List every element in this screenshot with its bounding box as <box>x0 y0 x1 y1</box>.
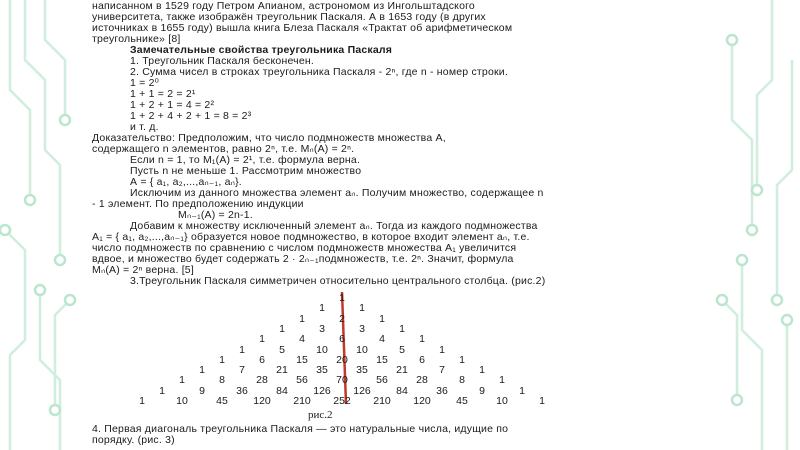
triangle-number: 5 <box>399 343 405 356</box>
triangle-number: 10 <box>356 343 368 356</box>
triangle-number: 210 <box>293 395 311 407</box>
triangle-number: 210 <box>373 395 391 407</box>
triangle-number: 15 <box>296 353 308 366</box>
triangle-number: 84 <box>396 384 408 397</box>
triangle-number: 1 <box>459 353 465 366</box>
text-line: и т. д. <box>130 121 159 133</box>
triangle-number: 28 <box>416 374 428 387</box>
triangle-number: 6 <box>339 333 345 346</box>
triangle-number: 1 <box>379 312 385 325</box>
text-line: 1 + 2 + 1 = 4 = 2² <box>130 99 215 111</box>
triangle-number: 1 <box>339 292 345 304</box>
text-line: Mₙ₋₁(А) = 2n-1. <box>178 209 253 221</box>
circuit-decoration-left <box>0 0 88 450</box>
text-line: число подмножеств по сравнению с числом подмножеств множества А₁ увеличится <box>92 242 517 254</box>
triangle-number: 36 <box>236 384 248 397</box>
triangle-number: 56 <box>376 374 388 387</box>
triangle-number: 1 <box>299 312 305 325</box>
text-line: Добавим к множеству исключенный элемент aₙ. Тогда из каждого подмножества <box>130 220 538 232</box>
triangle-number: 10 <box>496 395 508 407</box>
triangle-number: 35 <box>356 364 368 377</box>
section-heading: Замечательные свойства треугольника Паскаля <box>130 44 393 56</box>
pascal-triangle <box>88 290 712 406</box>
triangle-number: 120 <box>253 395 271 407</box>
triangle-number: 120 <box>413 395 431 407</box>
triangle-number: 35 <box>316 364 328 377</box>
text-line: треугольнике» [8] <box>92 33 181 45</box>
triangle-number: 4 <box>299 333 305 346</box>
triangle-number: 9 <box>199 384 205 397</box>
circuit-decoration-right <box>712 0 800 450</box>
text-line: университета, также изображён треугольник Паскаля. А в 1653 году (в других <box>92 11 486 23</box>
triangle-number: 20 <box>336 353 348 366</box>
text-line: А = { a₁, a₂,...,aₙ₋₁, aₙ}. <box>130 176 242 188</box>
triangle-number: 1 <box>479 364 485 377</box>
triangle-number: 5 <box>279 343 285 356</box>
triangle-number: 9 <box>479 384 485 397</box>
triangle-number: 1 <box>199 364 205 377</box>
triangle-number: 21 <box>396 364 408 377</box>
triangle-number: 1 <box>419 333 425 346</box>
text-line: 2. Сумма чисел в строках треугольника Паскаля - 2ⁿ, где n - номер строки. <box>130 66 508 78</box>
triangle-number: 252 <box>333 395 351 407</box>
text-line: содержащего n элементов, равно 2ⁿ, т.е. Mₙ(А) = 2ⁿ. <box>92 143 355 155</box>
triangle-number: 1 <box>399 322 405 335</box>
text-line: вдвое, и множество будет содержать 2 · 2ₙ₋₁подмножеств, т.е. 2ⁿ. Значит, формула <box>92 253 514 265</box>
text-line: 1 + 2 + 4 + 2 + 1 = 8 = 2³ <box>130 110 252 122</box>
triangle-number: 1 <box>239 343 245 356</box>
triangle-number: 15 <box>376 353 388 366</box>
text-line: написанном в 1529 году Петром Апианом, астрономом из Ингольштадского <box>92 0 475 12</box>
triangle-number: 45 <box>216 395 228 407</box>
triangle-number: 21 <box>276 364 288 377</box>
triangle-number: 1 <box>179 374 185 387</box>
text-line: Если n = 1, то M₁(А) = 2¹, т.е. формула верна. <box>130 154 361 166</box>
triangle-number: 1 <box>259 333 265 346</box>
triangle-number: 1 <box>139 395 145 407</box>
triangle-number: 8 <box>459 374 465 387</box>
triangle-number: 10 <box>176 395 188 407</box>
triangle-number: 1 <box>159 384 165 397</box>
property-4-line: 4. Первая диагональ треугольника Паскаля — это натуральные числа, идущие по <box>92 423 509 435</box>
text-line: 1. Треугольник Паскаля бесконечен. <box>130 55 314 67</box>
triangle-number: 6 <box>419 353 425 366</box>
circuit-pattern-icon <box>712 0 800 450</box>
text-line: Доказательство: Предположим, что число подмножеств множества А, <box>92 132 446 144</box>
triangle-number: 4 <box>379 333 385 346</box>
text-line: Mₙ(А) = 2ⁿ верна. [5] <box>92 264 194 276</box>
figure-caption: рис.2 <box>308 409 333 421</box>
triangle-number: 1 <box>439 343 445 356</box>
document-page <box>88 0 712 450</box>
triangle-number: 1 <box>359 302 365 315</box>
triangle-number: 1 <box>499 374 505 387</box>
triangle-number: 1 <box>539 395 545 407</box>
property-4-line-continued: порядку. (рис. 3) <box>92 434 175 446</box>
triangle-number: 28 <box>256 374 268 387</box>
triangle-number: 36 <box>436 384 448 397</box>
text-line: Пусть n не меньше 1. Рассмотрим множество <box>130 165 362 177</box>
property-3-heading: 3.Треугольник Паскаля симметричен относительно центрального столбца. (рис.2) <box>130 275 546 287</box>
triangle-number: 126 <box>353 384 371 397</box>
text-line: источниках в 1655 году) вышла книга Блеза Паскаля «Трактат об арифметическом <box>92 22 513 34</box>
text-line: 1 = 2⁰ <box>130 77 160 89</box>
text-line: А₁ = { a₁, a₂,...,aₙ₋₁} образуется новое подмножество, в которое входит элемент aₙ, т.е. <box>92 231 530 243</box>
triangle-number: 1 <box>279 322 285 335</box>
triangle-number: 3 <box>319 322 325 335</box>
triangle-number: 6 <box>259 353 265 366</box>
triangle-number: 45 <box>456 395 468 407</box>
text-line: - 1 элемент. По предположению индукции <box>92 198 304 210</box>
triangle-number: 1 <box>219 353 225 366</box>
text-line: 1 + 1 = 2 = 2¹ <box>130 88 196 100</box>
triangle-number: 1 <box>319 302 325 315</box>
triangle-number: 7 <box>439 364 445 377</box>
triangle-number: 10 <box>316 343 328 356</box>
triangle-number: 2 <box>339 312 345 325</box>
triangle-number: 1 <box>519 384 525 397</box>
triangle-number: 8 <box>219 374 225 387</box>
triangle-number: 84 <box>276 384 288 397</box>
text-line: Исключим из данного множества элемент aₙ. Получим множество, содержащее n <box>130 187 544 199</box>
triangle-number: 3 <box>359 322 365 335</box>
circuit-pattern-icon <box>0 0 88 450</box>
triangle-number: 70 <box>336 374 348 387</box>
triangle-number: 7 <box>239 364 245 377</box>
triangle-number: 56 <box>296 374 308 387</box>
triangle-number: 126 <box>313 384 331 397</box>
